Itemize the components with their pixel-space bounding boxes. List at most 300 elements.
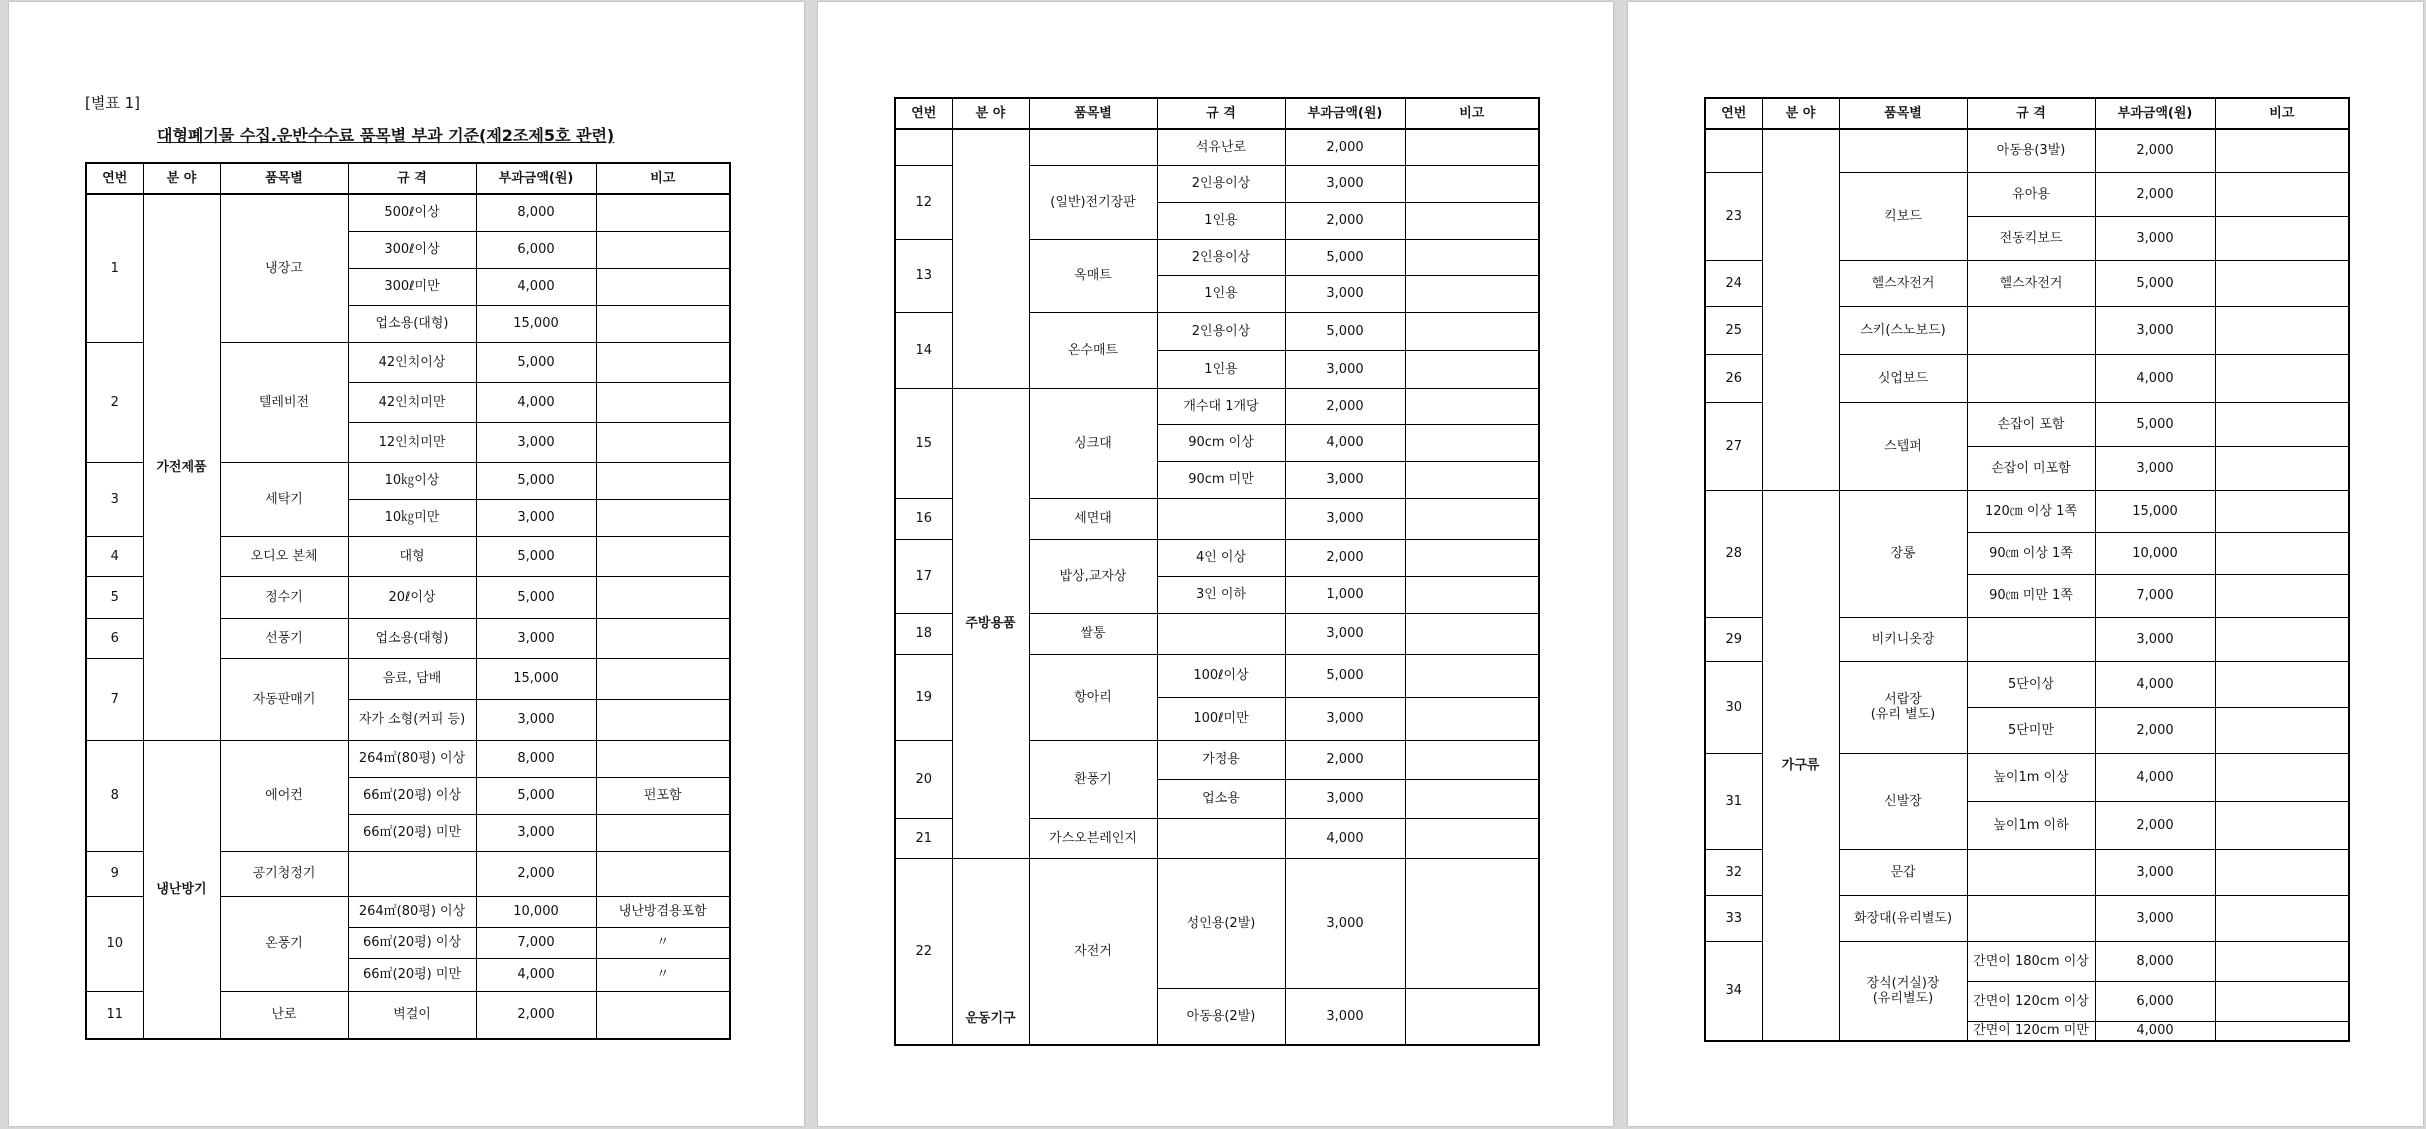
fee-cell: 3,000 <box>2095 617 2215 661</box>
row-number: 10 <box>86 896 143 991</box>
row-number: 16 <box>895 498 952 539</box>
fee-cell: 4,000 <box>2095 1021 2215 1041</box>
fee-cell: 8,000 <box>476 740 596 777</box>
spec-cell: 10㎏미만 <box>348 499 476 536</box>
header-no: 연번 <box>1705 98 1762 129</box>
page-2 <box>818 2 1613 1126</box>
item-cell: 텔레비전 <box>220 342 348 462</box>
note-cell <box>2215 446 2349 490</box>
item-cell: 오디오 본체 <box>220 536 348 576</box>
spec-cell: 손잡이 미포함 <box>1967 446 2095 490</box>
fee-cell: 2,000 <box>2095 801 2215 849</box>
note-cell <box>596 740 730 777</box>
header-note: 비고 <box>596 163 730 194</box>
item-cell: 킥보드 <box>1839 172 1967 260</box>
item-cell: 선풍기 <box>220 618 348 658</box>
category-cell: 냉난방기 <box>143 740 220 1039</box>
item-cell <box>1839 129 1967 172</box>
note-cell <box>596 382 730 422</box>
row-number: 25 <box>1705 306 1762 354</box>
item-cell: 스텝퍼 <box>1839 402 1967 490</box>
note-cell <box>596 536 730 576</box>
table-row <box>895 388 1539 424</box>
item-cell: 서랍장 (유리 별도) <box>1839 661 1967 753</box>
spec-cell: 264㎡(80평) 이상 <box>348 896 476 927</box>
fee-cell: 10,000 <box>476 896 596 927</box>
category-cell <box>952 129 1029 388</box>
spec-cell <box>348 851 476 896</box>
header-no: 연번 <box>86 163 143 194</box>
note-cell <box>596 422 730 462</box>
spec-cell <box>1157 613 1285 654</box>
fee-cell: 3,000 <box>1285 461 1405 498</box>
header-spec: 규 격 <box>1157 98 1285 129</box>
note-cell <box>2215 661 2349 707</box>
note-cell <box>1405 988 1539 1045</box>
item-cell: 에어컨 <box>220 740 348 851</box>
header-spec: 규 격 <box>1967 98 2095 129</box>
note-cell: 〃 <box>596 958 730 991</box>
fee-cell: 4,000 <box>1285 818 1405 858</box>
item-cell: 가스오븐레인지 <box>1029 818 1157 858</box>
spec-cell: 높이1m 이상 <box>1967 753 2095 801</box>
header-fee: 부과금액(원) <box>476 163 596 194</box>
fee-cell: 5,000 <box>476 462 596 499</box>
item-cell: 싱크대 <box>1029 388 1157 498</box>
fee-cell: 8,000 <box>2095 941 2215 981</box>
fee-cell: 5,000 <box>476 536 596 576</box>
row-number: 28 <box>1705 490 1762 617</box>
fee-cell: 2,000 <box>476 851 596 896</box>
spec-cell: 대형 <box>348 536 476 576</box>
spec-cell: 2인용이상 <box>1157 165 1285 202</box>
item-cell: 온풍기 <box>220 896 348 991</box>
fee-cell: 7,000 <box>2095 574 2215 617</box>
note-cell <box>2215 490 2349 532</box>
header-item: 품목별 <box>220 163 348 194</box>
spec-cell: 100ℓ미만 <box>1157 697 1285 740</box>
row-number: 7 <box>86 658 143 740</box>
row-number: 23 <box>1705 172 1762 260</box>
fee-cell: 3,000 <box>476 422 596 462</box>
note-cell <box>596 268 730 305</box>
fee-cell: 3,000 <box>2095 849 2215 895</box>
note-cell <box>2215 402 2349 446</box>
category-cell: 운동기구 <box>952 858 1029 1045</box>
item-cell: 장식(거실)장 (유리별도) <box>1839 941 1967 1041</box>
note-cell <box>2215 1021 2349 1041</box>
spec-cell: 자가 소형(커피 등) <box>348 699 476 740</box>
spec-cell: 100ℓ이상 <box>1157 654 1285 697</box>
note-cell <box>1405 312 1539 350</box>
table-row <box>86 194 730 231</box>
row-number: 3 <box>86 462 143 536</box>
spec-cell: 66㎡(20평) 이상 <box>348 777 476 814</box>
fee-cell: 15,000 <box>2095 490 2215 532</box>
row-number: 27 <box>1705 402 1762 490</box>
fee-table-page-3 <box>1704 97 2350 1042</box>
row-number: 30 <box>1705 661 1762 753</box>
note-cell <box>1405 424 1539 461</box>
note-cell <box>2215 532 2349 574</box>
row-number: 5 <box>86 576 143 618</box>
table-row <box>895 858 1539 988</box>
spec-cell: 1인용 <box>1157 202 1285 239</box>
spec-cell: 업소용(대형) <box>348 618 476 658</box>
note-cell <box>2215 216 2349 260</box>
note-cell <box>1405 539 1539 576</box>
spec-cell: 개수대 1개당 <box>1157 388 1285 424</box>
note-cell <box>1405 740 1539 779</box>
note-cell <box>1405 779 1539 818</box>
fee-table-page-1 <box>85 162 731 1040</box>
category-cell: 가구류 <box>1762 490 1839 1041</box>
note-cell <box>596 499 730 536</box>
note-cell <box>1405 165 1539 202</box>
fee-cell: 5,000 <box>1285 654 1405 697</box>
item-cell: 세면대 <box>1029 498 1157 539</box>
header-fee: 부과금액(원) <box>2095 98 2215 129</box>
fee-cell: 3,000 <box>1285 779 1405 818</box>
fee-cell: 2,000 <box>2095 707 2215 753</box>
item-cell <box>1029 129 1157 165</box>
spec-cell <box>1967 895 2095 941</box>
note-cell <box>2215 707 2349 753</box>
row-number: 4 <box>86 536 143 576</box>
spec-cell: 손잡이 포함 <box>1967 402 2095 446</box>
item-cell: 정수기 <box>220 576 348 618</box>
fee-cell: 3,000 <box>1285 275 1405 312</box>
spec-cell: 12인치미만 <box>348 422 476 462</box>
header-spec: 규 격 <box>348 163 476 194</box>
header-item: 품목별 <box>1839 98 1967 129</box>
note-cell <box>1405 576 1539 613</box>
item-cell: 스키(스노보드) <box>1839 306 1967 354</box>
fee-cell: 4,000 <box>2095 753 2215 801</box>
note-cell <box>2215 981 2349 1021</box>
table-header-row <box>86 163 730 194</box>
row-number: 15 <box>895 388 952 498</box>
spec-cell: 2인용이상 <box>1157 239 1285 275</box>
fee-cell: 2,000 <box>1285 202 1405 239</box>
fee-cell: 5,000 <box>476 342 596 382</box>
spec-cell: 300ℓ미만 <box>348 268 476 305</box>
category-cell <box>1762 129 1839 490</box>
spec-cell: 아동용(3발) <box>1967 129 2095 172</box>
spec-cell: 20ℓ이상 <box>348 576 476 618</box>
note-cell <box>1405 388 1539 424</box>
spec-cell <box>1967 306 2095 354</box>
spec-cell: 전동킥보드 <box>1967 216 2095 260</box>
note-cell <box>596 814 730 851</box>
note-cell <box>1405 697 1539 740</box>
fee-cell: 2,000 <box>1285 129 1405 165</box>
note-cell <box>596 991 730 1039</box>
fee-cell: 5,000 <box>476 777 596 814</box>
fee-cell: 5,000 <box>2095 402 2215 446</box>
spec-cell: 90㎝ 이상 1쪽 <box>1967 532 2095 574</box>
item-cell: 장롱 <box>1839 490 1967 617</box>
fee-cell: 3,000 <box>1285 350 1405 388</box>
fee-cell: 15,000 <box>476 658 596 699</box>
fee-cell: 2,000 <box>1285 388 1405 424</box>
document-title: 대형폐기물 수집.운반수수료 품목별 부과 기준(제2조제5호 관련) <box>157 126 615 145</box>
fee-cell: 5,000 <box>2095 260 2215 306</box>
row-number <box>1705 129 1762 172</box>
category-cell: 주방용품 <box>952 388 1029 858</box>
fee-cell: 15,000 <box>476 305 596 342</box>
page-3 <box>1628 2 2423 1126</box>
spec-cell: 음료, 담배 <box>348 658 476 699</box>
item-cell: 냉장고 <box>220 194 348 342</box>
note-cell: 냉난방겸용포함 <box>596 896 730 927</box>
spec-cell: 석유난로 <box>1157 129 1285 165</box>
note-cell <box>2215 129 2349 172</box>
table-row <box>895 129 1539 165</box>
fee-cell: 5,000 <box>476 576 596 618</box>
fee-cell: 3,000 <box>476 618 596 658</box>
item-cell: 쌀통 <box>1029 613 1157 654</box>
note-cell <box>1405 275 1539 312</box>
note-cell <box>596 342 730 382</box>
note-cell <box>596 576 730 618</box>
note-cell <box>596 699 730 740</box>
note-cell: 〃 <box>596 927 730 958</box>
table-row <box>86 740 730 777</box>
fee-cell: 2,000 <box>1285 740 1405 779</box>
row-number: 20 <box>895 740 952 818</box>
fee-cell: 6,000 <box>476 231 596 268</box>
item-cell: 세탁기 <box>220 462 348 536</box>
note-cell <box>2215 801 2349 849</box>
note-cell <box>596 618 730 658</box>
fee-cell: 3,000 <box>2095 446 2215 490</box>
row-number: 8 <box>86 740 143 851</box>
note-cell <box>2215 354 2349 402</box>
note-cell <box>596 851 730 896</box>
row-number: 19 <box>895 654 952 740</box>
fee-table-page-2 <box>894 97 1540 1046</box>
fee-cell: 5,000 <box>1285 312 1405 350</box>
fee-cell: 8,000 <box>476 194 596 231</box>
row-number: 13 <box>895 239 952 312</box>
appendix-caption: [별표 1] <box>85 94 140 112</box>
item-cell: 자전거 <box>1029 858 1157 1045</box>
fee-cell: 3,000 <box>1285 858 1405 988</box>
item-cell: 문갑 <box>1839 849 1967 895</box>
row-number: 11 <box>86 991 143 1039</box>
row-number: 24 <box>1705 260 1762 306</box>
spec-cell: 66㎡(20평) 이상 <box>348 927 476 958</box>
spec-cell: 4인 이상 <box>1157 539 1285 576</box>
fee-cell: 3,000 <box>2095 306 2215 354</box>
item-cell: 온수매트 <box>1029 312 1157 388</box>
fee-cell: 2,000 <box>2095 129 2215 172</box>
note-cell <box>1405 202 1539 239</box>
note-cell <box>1405 350 1539 388</box>
row-number: 17 <box>895 539 952 613</box>
note-cell <box>2215 574 2349 617</box>
item-cell: 화장대(유리별도) <box>1839 895 1967 941</box>
spec-cell: 1인용 <box>1157 275 1285 312</box>
header-item: 품목별 <box>1029 98 1157 129</box>
item-cell: 항아리 <box>1029 654 1157 740</box>
row-number: 22 <box>895 858 952 1045</box>
fee-cell: 2,000 <box>2095 172 2215 216</box>
fee-cell: 7,000 <box>476 927 596 958</box>
spec-cell: 간면이 180cm 이상 <box>1967 941 2095 981</box>
spec-cell: 성인용(2발) <box>1157 858 1285 988</box>
fee-cell: 3,000 <box>1285 498 1405 539</box>
spec-cell: 업소용(대형) <box>348 305 476 342</box>
note-cell <box>1405 613 1539 654</box>
fee-cell: 5,000 <box>1285 239 1405 275</box>
table-row <box>1705 129 2349 172</box>
spec-cell: 66㎡(20평) 미만 <box>348 958 476 991</box>
fee-cell: 4,000 <box>476 958 596 991</box>
item-cell: 신발장 <box>1839 753 1967 849</box>
fee-cell: 6,000 <box>2095 981 2215 1021</box>
note-cell: 펀포함 <box>596 777 730 814</box>
spec-cell <box>1967 617 2095 661</box>
row-number: 31 <box>1705 753 1762 849</box>
row-number: 1 <box>86 194 143 342</box>
row-number: 26 <box>1705 354 1762 402</box>
page-1 <box>9 2 804 1126</box>
row-number: 29 <box>1705 617 1762 661</box>
header-note: 비고 <box>2215 98 2349 129</box>
fee-cell: 4,000 <box>1285 424 1405 461</box>
fee-cell: 3,000 <box>476 499 596 536</box>
note-cell <box>596 231 730 268</box>
item-cell: 비키니옷장 <box>1839 617 1967 661</box>
fee-cell: 3,000 <box>2095 895 2215 941</box>
note-cell <box>2215 753 2349 801</box>
spec-cell: 120㎝ 이상 1쪽 <box>1967 490 2095 532</box>
note-cell <box>596 658 730 699</box>
table-header-row <box>1705 98 2349 129</box>
note-cell <box>2215 306 2349 354</box>
spec-cell: 헬스자전거 <box>1967 260 2095 306</box>
note-cell <box>596 462 730 499</box>
item-cell: 밥상,교자상 <box>1029 539 1157 613</box>
note-cell <box>1405 818 1539 858</box>
row-number <box>895 129 952 165</box>
spec-cell: 3인 이하 <box>1157 576 1285 613</box>
spec-cell: 42인치이상 <box>348 342 476 382</box>
row-number: 12 <box>895 165 952 239</box>
header-category: 분 야 <box>1762 98 1839 129</box>
spec-cell: 300ℓ이상 <box>348 231 476 268</box>
row-number: 33 <box>1705 895 1762 941</box>
note-cell <box>2215 172 2349 216</box>
item-cell: 난로 <box>220 991 348 1039</box>
item-cell: 공기청정기 <box>220 851 348 896</box>
spec-cell: 업소용 <box>1157 779 1285 818</box>
fee-cell: 3,000 <box>2095 216 2215 260</box>
note-cell <box>2215 895 2349 941</box>
table-header-row <box>895 98 1539 129</box>
spec-cell: 42인치미만 <box>348 382 476 422</box>
note-cell <box>2215 941 2349 981</box>
fee-cell: 4,000 <box>2095 661 2215 707</box>
note-cell <box>596 305 730 342</box>
spec-cell <box>1157 498 1285 539</box>
header-fee: 부과금액(원) <box>1285 98 1405 129</box>
spec-cell: 간면이 120cm 미만 <box>1967 1021 2095 1041</box>
fee-cell: 2,000 <box>1285 539 1405 576</box>
item-cell: 헬스자전거 <box>1839 260 1967 306</box>
spec-cell: 높이1m 이하 <box>1967 801 2095 849</box>
item-cell: 싯업보드 <box>1839 354 1967 402</box>
fee-cell: 4,000 <box>476 268 596 305</box>
fee-cell: 3,000 <box>1285 165 1405 202</box>
note-cell <box>1405 129 1539 165</box>
note-cell <box>2215 260 2349 306</box>
note-cell <box>2215 849 2349 895</box>
note-cell <box>1405 461 1539 498</box>
note-cell <box>1405 239 1539 275</box>
row-number: 34 <box>1705 941 1762 1041</box>
note-cell <box>1405 858 1539 988</box>
row-number: 2 <box>86 342 143 462</box>
spec-cell: 90cm 미만 <box>1157 461 1285 498</box>
fee-cell: 4,000 <box>2095 354 2215 402</box>
item-cell: (일반)전기장판 <box>1029 165 1157 239</box>
row-number: 9 <box>86 851 143 896</box>
note-cell <box>1405 654 1539 697</box>
fee-cell: 1,000 <box>1285 576 1405 613</box>
header-note: 비고 <box>1405 98 1539 129</box>
note-cell <box>1405 498 1539 539</box>
note-cell <box>596 194 730 231</box>
spec-cell: 500ℓ이상 <box>348 194 476 231</box>
spec-cell: 5단이상 <box>1967 661 2095 707</box>
row-number: 18 <box>895 613 952 654</box>
row-number: 21 <box>895 818 952 858</box>
spec-cell: 10㎏이상 <box>348 462 476 499</box>
fee-cell: 10,000 <box>2095 532 2215 574</box>
item-cell: 환풍기 <box>1029 740 1157 818</box>
spec-cell <box>1967 849 2095 895</box>
spec-cell: 아동용(2발) <box>1157 988 1285 1045</box>
spec-cell: 90㎝ 미만 1쪽 <box>1967 574 2095 617</box>
spec-cell: 5단미만 <box>1967 707 2095 753</box>
fee-cell: 3,000 <box>1285 613 1405 654</box>
spec-cell: 가정용 <box>1157 740 1285 779</box>
spec-cell: 1인용 <box>1157 350 1285 388</box>
row-number: 6 <box>86 618 143 658</box>
spec-cell: 66㎡(20평) 미만 <box>348 814 476 851</box>
spec-cell <box>1967 354 2095 402</box>
spec-cell <box>1157 818 1285 858</box>
fee-cell: 3,000 <box>1285 988 1405 1045</box>
fee-cell: 3,000 <box>1285 697 1405 740</box>
row-number: 14 <box>895 312 952 388</box>
item-cell: 옥매트 <box>1029 239 1157 312</box>
fee-cell: 3,000 <box>476 814 596 851</box>
item-cell: 자동판매기 <box>220 658 348 740</box>
note-cell <box>2215 617 2349 661</box>
header-no: 연번 <box>895 98 952 129</box>
spec-cell: 264㎡(80평) 이상 <box>348 740 476 777</box>
category-cell: 가전제품 <box>143 194 220 740</box>
header-category: 분 야 <box>143 163 220 194</box>
row-number: 32 <box>1705 849 1762 895</box>
fee-cell: 2,000 <box>476 991 596 1039</box>
fee-cell: 3,000 <box>476 699 596 740</box>
spec-cell: 유아용 <box>1967 172 2095 216</box>
